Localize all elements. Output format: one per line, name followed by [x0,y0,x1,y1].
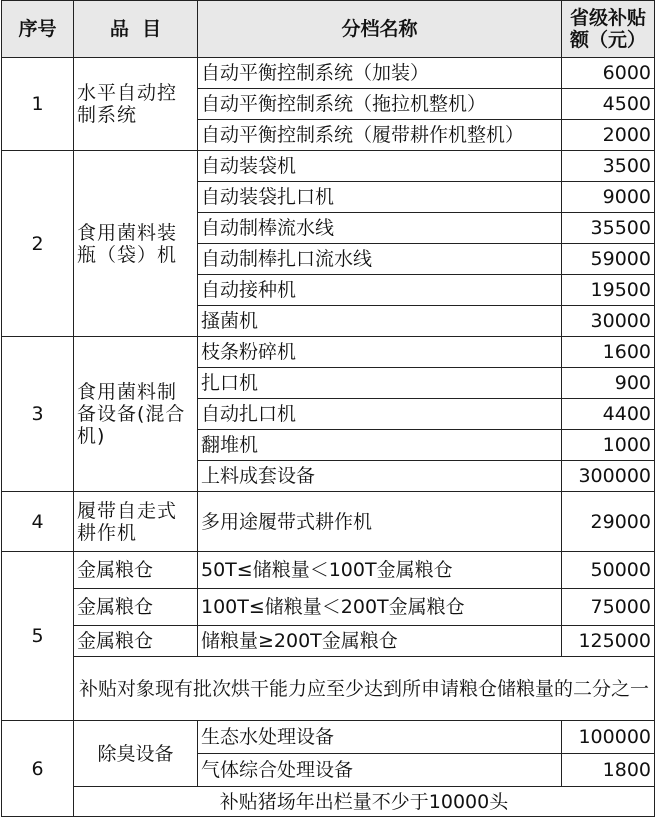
header-subsidy: 省级补贴额（元） [562,1,655,58]
group-name: 除臭设备 [74,721,198,787]
note-cell: 补贴对象现有批次烘干能力应至少达到所申请粮仓储粮量的二分之一 [74,657,655,721]
amount-cell: 9000 [562,182,655,213]
category-cell: 气体综合处理设备 [198,754,562,787]
category-cell: 自动扎口机 [198,399,562,430]
header-no: 序号 [2,1,74,58]
group-name: 食用菌料制备设备(混合机) [74,337,198,492]
amount-cell: 4500 [562,89,655,120]
category-cell: 50T≤储粮量＜100T金属粮仓 [198,552,562,589]
amount-cell: 59000 [562,244,655,275]
category-cell: 自动平衡控制系统（拖拉机整机） [198,89,562,120]
header-item: 品 目 [74,1,198,58]
amount-cell: 19500 [562,275,655,306]
amount-cell: 1800 [562,754,655,787]
category-cell: 枝条粉碎机 [198,337,562,368]
table-row [2,552,655,589]
amount-cell: 100000 [562,721,655,754]
category-cell: 自动制棒流水线 [198,213,562,244]
table-row [2,492,655,552]
amount-cell: 900 [562,368,655,399]
group-name: 金属粮仓 [74,552,198,589]
group-no: 2 [2,151,74,337]
note-row [2,787,655,817]
category-cell: 储粮量≥200T金属粮仓 [198,626,562,657]
table-row [2,589,655,626]
amount-cell: 3500 [562,151,655,182]
category-cell: 多用途履带式耕作机 [198,492,562,552]
group-no: 1 [2,58,74,151]
category-cell: 生态水处理设备 [198,721,562,754]
group-no: 4 [2,492,74,552]
category-cell: 自动平衡控制系统（履带耕作机整机） [198,120,562,151]
category-cell: 搔菌机 [198,306,562,337]
group-name: 金属粮仓 [74,626,198,657]
amount-cell: 300000 [562,461,655,492]
note-cell: 补贴猪场年出栏量不少于10000头 [74,787,655,817]
category-cell: 上料成套设备 [198,461,562,492]
amount-cell: 125000 [562,626,655,657]
note-row [2,657,655,721]
table-row [2,151,655,182]
group-no: 6 [2,721,74,817]
amount-cell: 50000 [562,552,655,589]
header-row [2,1,655,58]
subsidy-table [1,0,655,817]
category-cell: 自动装袋扎口机 [198,182,562,213]
category-cell: 扎口机 [198,368,562,399]
amount-cell: 4400 [562,399,655,430]
group-name: 金属粮仓 [74,589,198,626]
header-category: 分档名称 [198,1,562,58]
category-cell: 自动接种机 [198,275,562,306]
group-name: 履带自走式耕作机 [74,492,198,552]
group-name: 食用菌料装瓶（袋）机 [74,151,198,337]
group-no: 5 [2,552,74,721]
amount-cell: 35500 [562,213,655,244]
category-cell: 100T≤储粮量＜200T金属粮仓 [198,589,562,626]
amount-cell: 1600 [562,337,655,368]
amount-cell: 30000 [562,306,655,337]
group-no: 3 [2,337,74,492]
table-row [2,721,655,754]
table-row [2,58,655,89]
group-name: 水平自动控制系统 [74,58,198,151]
amount-cell: 1000 [562,430,655,461]
table-row [2,337,655,368]
table-row [2,626,655,657]
category-cell: 翻堆机 [198,430,562,461]
amount-cell: 29000 [562,492,655,552]
category-cell: 自动平衡控制系统（加装） [198,58,562,89]
category-cell: 自动制棒扎口流水线 [198,244,562,275]
category-cell: 自动装袋机 [198,151,562,182]
amount-cell: 2000 [562,120,655,151]
amount-cell: 75000 [562,589,655,626]
amount-cell: 6000 [562,58,655,89]
